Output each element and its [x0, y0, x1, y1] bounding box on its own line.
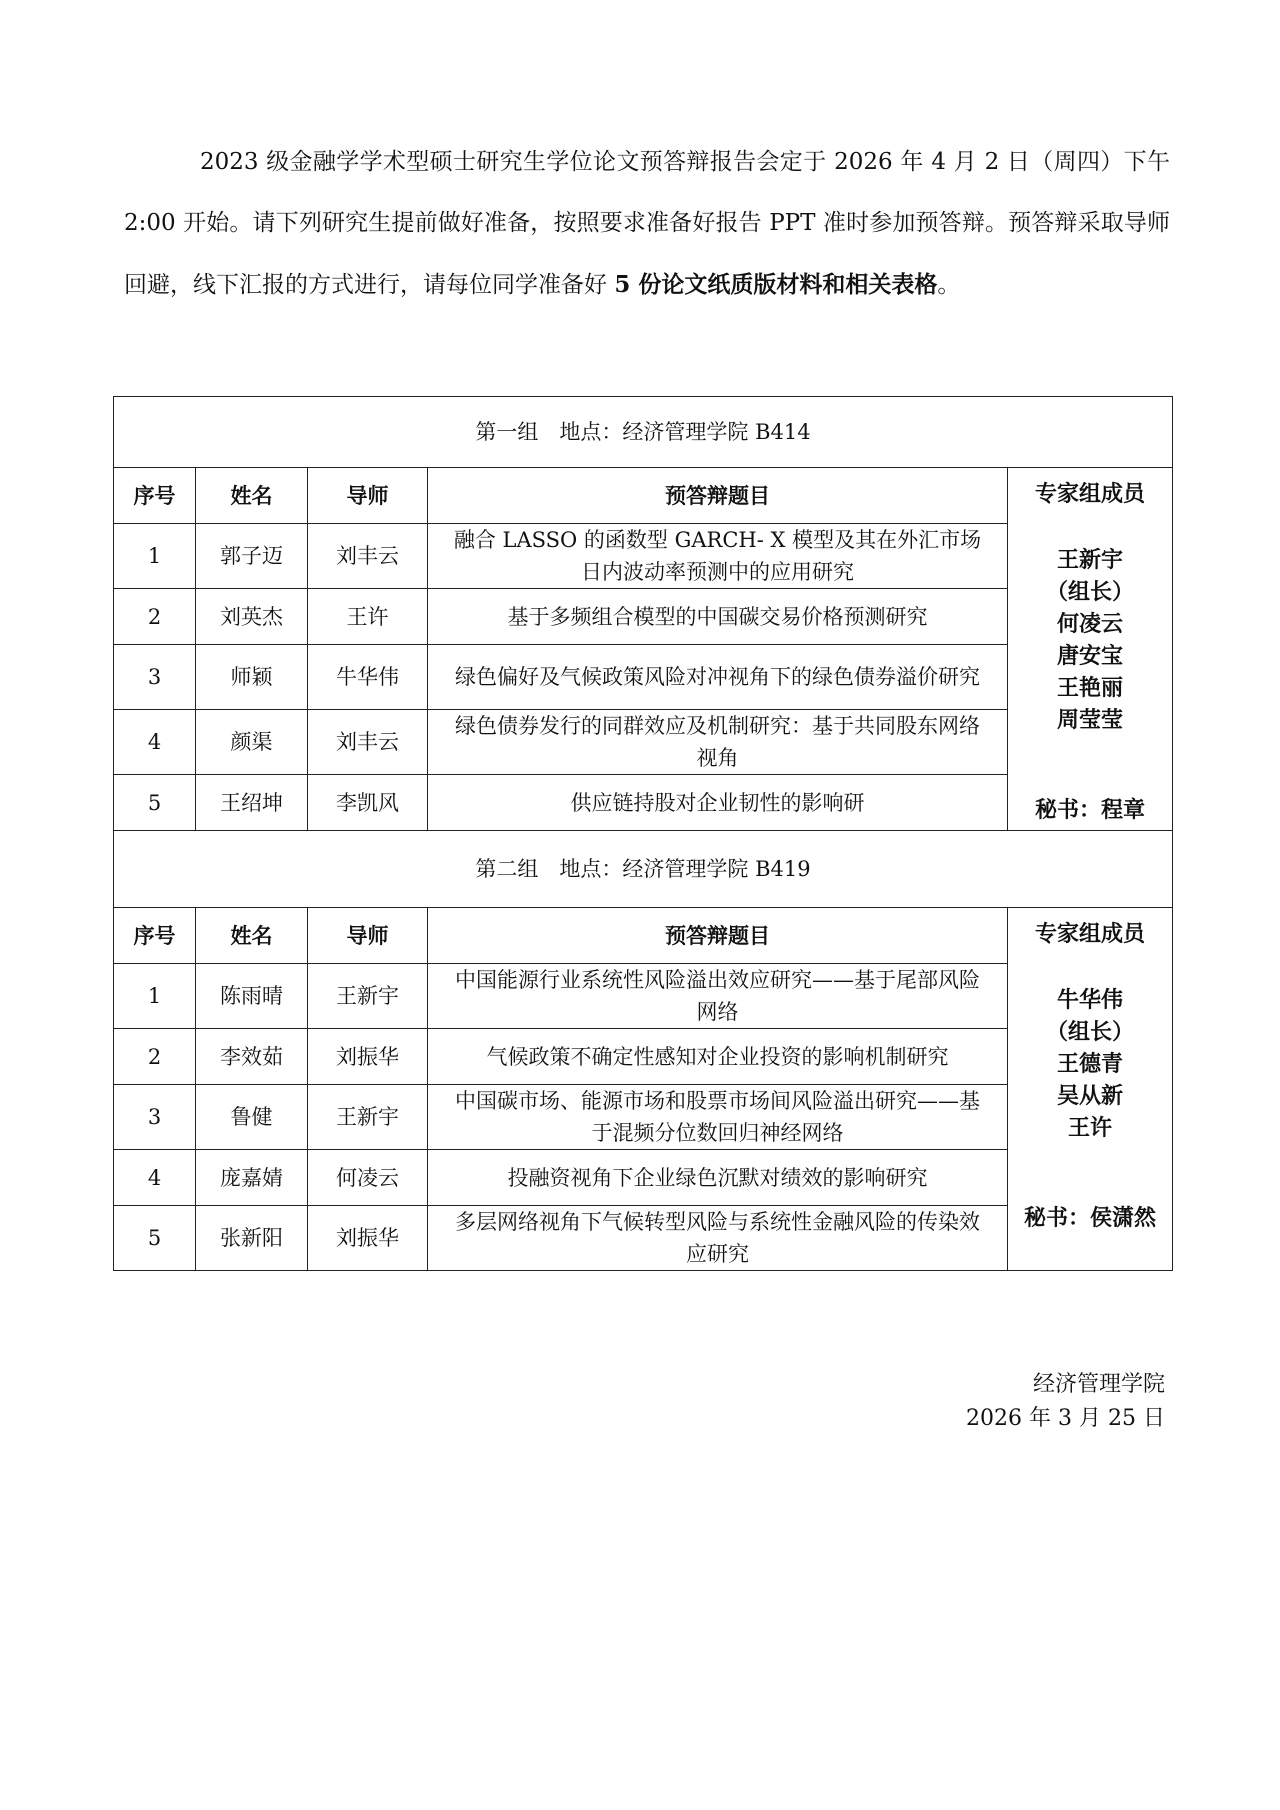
row-advisor: 刘振华	[308, 1206, 428, 1271]
header-topic: 预答辩题目	[428, 468, 1008, 524]
row-topic: 融合 LASSO 的函数型 GARCH- X 模型及其在外汇市场日内波动率预测中的应用研究	[428, 524, 1008, 589]
intro-emphasis: 5 份论文纸质版材料和相关表格	[614, 271, 938, 298]
row-topic: 投融资视角下企业绿色沉默对绩效的影响研究	[428, 1150, 1008, 1206]
expert-member: 王艳丽	[1057, 675, 1124, 701]
row-topic: 绿色债券发行的同群效应及机制研究：基于共同股东网络视角	[428, 710, 1008, 775]
row-topic: 中国碳市场、能源市场和股票市场间风险溢出研究——基于混频分位数回归神经网络	[428, 1085, 1008, 1150]
expert-member: 周莹莹	[1057, 707, 1124, 733]
header-advisor: 导师	[308, 908, 428, 964]
row-advisor: 刘振华	[308, 1029, 428, 1085]
group-1-title-row	[114, 397, 1173, 468]
row-topic: 中国能源行业系统性风险溢出效应研究——基于尾部风险网络	[428, 964, 1008, 1029]
group-1-header-row	[114, 468, 1173, 524]
row-no: 4	[114, 710, 196, 775]
row-name: 王绍坤	[196, 775, 308, 831]
header-no: 序号	[114, 468, 196, 524]
row-name: 张新阳	[196, 1206, 308, 1271]
row-no: 4	[114, 1150, 196, 1206]
row-name: 刘英杰	[196, 589, 308, 645]
row-name: 师颖	[196, 645, 308, 710]
row-advisor: 王许	[308, 589, 428, 645]
row-no: 1	[114, 964, 196, 1029]
row-no: 5	[114, 1206, 196, 1271]
expert-leader-role: （组长）	[1046, 579, 1135, 605]
row-name: 李效茹	[196, 1029, 308, 1085]
signature-block	[966, 1368, 1165, 1436]
header-name: 姓名	[196, 468, 308, 524]
row-name: 郭子迈	[196, 524, 308, 589]
intro-paragraph	[124, 132, 1170, 316]
row-topic: 绿色偏好及气候政策风险对冲视角下的绿色债券溢价研究	[428, 645, 1008, 710]
expert-member: 王许	[1068, 1115, 1113, 1141]
intro-end: 。	[937, 272, 961, 298]
row-no: 3	[114, 645, 196, 710]
row-advisor: 王新宇	[308, 964, 428, 1029]
header-advisor: 导师	[308, 468, 428, 524]
expert-secretary: 秘书：侯潇然	[1024, 1205, 1157, 1231]
expert-member: 吴从新	[1057, 1083, 1124, 1109]
row-name: 庞嘉婧	[196, 1150, 308, 1206]
expert-member: 王德青	[1057, 1051, 1124, 1077]
row-advisor: 刘丰云	[308, 710, 428, 775]
group-title: 第二组 地点：经济管理学院 B419	[114, 831, 1173, 908]
row-topic: 气候政策不确定性感知对企业投资的影响机制研究	[428, 1029, 1008, 1085]
header-name: 姓名	[196, 908, 308, 964]
expert-leader-role: （组长）	[1046, 1019, 1135, 1045]
row-advisor: 王新宇	[308, 1085, 428, 1150]
row-no: 2	[114, 589, 196, 645]
group-2-title-row	[114, 831, 1173, 908]
group-2-experts	[1008, 908, 1173, 1271]
expert-secretary: 秘书：程章	[1035, 797, 1146, 823]
intro-text: 2023 级金融学学术型硕士研究生学位论文预答辩报告会定于 2026 年 4 月 2 日（周四）下午 2:00 开始。请下列研究生提前做好准备，按照要求准备好报告 PPT 准时参加预答辩。预答辩采取导师回避，线下汇报的方式进行，请每位同学准备好	[124, 149, 1170, 298]
header-topic: 预答辩题目	[428, 908, 1008, 964]
header-no: 序号	[114, 908, 196, 964]
row-no: 1	[114, 524, 196, 589]
group-2-header-row	[114, 908, 1173, 964]
row-name: 鲁健	[196, 1085, 308, 1150]
row-topic: 供应链持股对企业韧性的影响研	[428, 775, 1008, 831]
row-advisor: 牛华伟	[308, 645, 428, 710]
expert-member: 何凌云	[1057, 611, 1124, 637]
row-topic: 多层网络视角下气候转型风险与系统性金融风险的传染效应研究	[428, 1206, 1008, 1271]
expert-member: 唐安宝	[1057, 643, 1124, 669]
row-topic: 基于多频组合模型的中国碳交易价格预测研究	[428, 589, 1008, 645]
header-experts: 专家组成员	[1035, 921, 1146, 947]
header-experts: 专家组成员	[1035, 481, 1146, 507]
row-advisor: 何凌云	[308, 1150, 428, 1206]
expert-leader: 王新宇	[1057, 547, 1124, 573]
signature-org: 经济管理学院	[1032, 1372, 1165, 1397]
group-1-experts	[1008, 468, 1173, 831]
row-advisor: 李凯风	[308, 775, 428, 831]
expert-leader: 牛华伟	[1057, 987, 1124, 1013]
row-no: 3	[114, 1085, 196, 1150]
row-advisor: 刘丰云	[308, 524, 428, 589]
group-title: 第一组 地点：经济管理学院 B414	[114, 397, 1173, 468]
signature-date: 2026 年 3 月 25 日	[966, 1406, 1165, 1431]
row-name: 颜渠	[196, 710, 308, 775]
row-no: 5	[114, 775, 196, 831]
schedule-table	[113, 396, 1173, 1271]
row-no: 2	[114, 1029, 196, 1085]
row-name: 陈雨晴	[196, 964, 308, 1029]
